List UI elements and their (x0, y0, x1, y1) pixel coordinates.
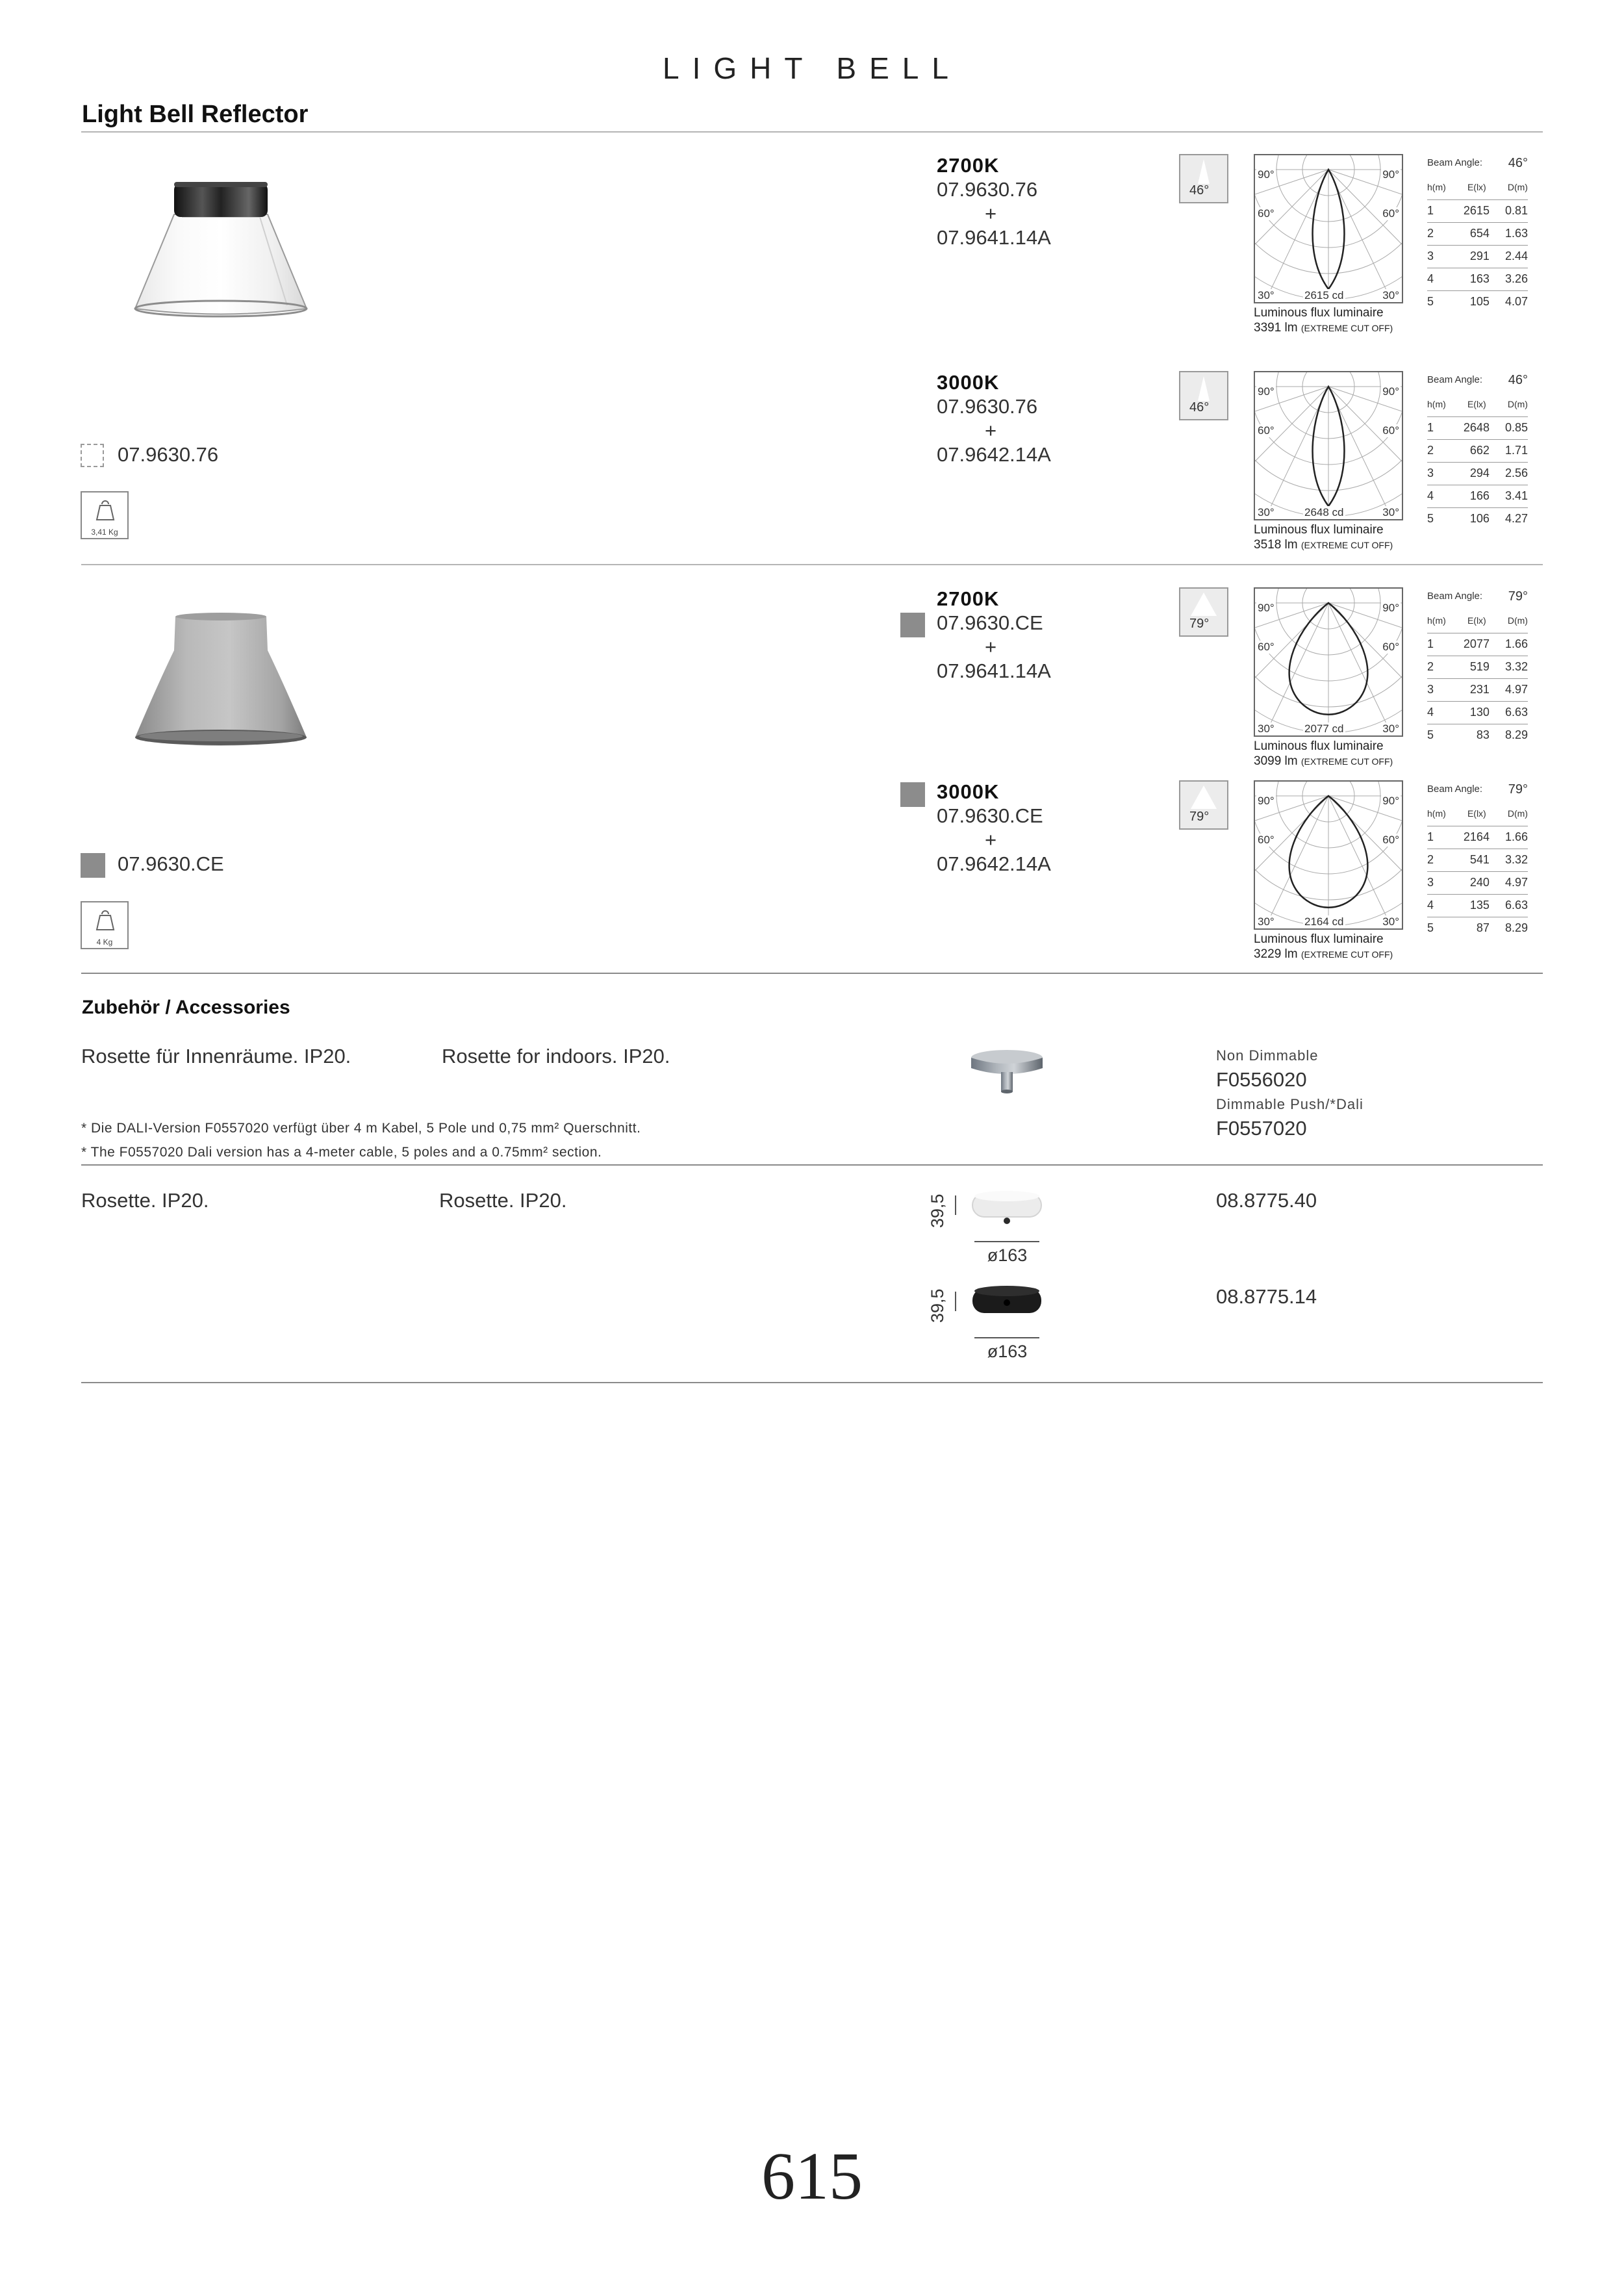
col-header: h(m) (1427, 182, 1446, 192)
beam-angle-box (1179, 371, 1228, 420)
footnote-en: * The F0557020 Dali version has a 4-meter cable, 5 poles and a 0.75mm² section. (81, 1145, 602, 1160)
polar-angle-label: 60° (1382, 834, 1399, 846)
rosette-white-image (971, 1187, 1043, 1233)
polar-angle-label: 30° (1382, 289, 1399, 301)
col-header: E(lx) (1467, 615, 1486, 626)
polar-angle-label: 30° (1258, 506, 1275, 518)
brand-title: LIGHT BELL (663, 51, 961, 85)
table-row: 3 294 2.56 (1427, 463, 1528, 485)
accessory-code: F0556020 (1216, 1068, 1307, 1091)
flux-value: 3099 lm (EXTREME CUT OFF) (1254, 754, 1393, 768)
finish-swatch-grey (900, 613, 925, 637)
flux-title: Luminous flux luminaire (1254, 932, 1384, 946)
polar-diagram (1254, 371, 1403, 520)
product-image-glass (117, 175, 325, 325)
candela-label: 2077 cd (1304, 722, 1344, 735)
beam-angle-value: 79° (1508, 782, 1528, 797)
polar-angle-label: 90° (1382, 602, 1399, 614)
flux-value: 3391 lm (EXTREME CUT OFF) (1254, 321, 1393, 335)
height-dimension: 39,5 (928, 1288, 947, 1323)
beam-angle-box (1179, 154, 1228, 203)
height-dimension: 39,5 (928, 1194, 947, 1228)
table-row: 1 2615 0.81 (1427, 200, 1528, 223)
divider (81, 973, 1543, 974)
plus-sign: + (984, 202, 997, 225)
polar-angle-label: 30° (1382, 506, 1399, 518)
accessory-desc-en: Rosette. IP20. (439, 1189, 567, 1212)
lamp-code: 07.9641.14A (937, 659, 1051, 682)
flux-title: Luminous flux luminaire (1254, 523, 1384, 537)
col-header: D(m) (1507, 615, 1528, 626)
beam-angle-label: 79° (1189, 617, 1210, 631)
polar-angle-label: 90° (1382, 795, 1399, 807)
candela-label: 2648 cd (1304, 506, 1344, 518)
beam-angle-box (1179, 587, 1228, 637)
accessory-code: 08.8775.14 (1216, 1285, 1317, 1308)
accessory-desc-de: Rosette für Innenräume. IP20. (81, 1045, 351, 1067)
color-temperature: 2700K (937, 587, 1000, 610)
page-number: 615 (761, 2139, 863, 2214)
table-row: 3 291 2.44 (1427, 246, 1528, 268)
beam-angle-value: 46° (1508, 373, 1528, 387)
flux-value: 3229 lm (EXTREME CUT OFF) (1254, 947, 1393, 961)
beam-angle-title: Beam Angle: (1427, 374, 1483, 385)
beam-table (1427, 371, 1528, 530)
beam-angle-title: Beam Angle: (1427, 157, 1483, 168)
beam-table (1427, 154, 1528, 313)
flux-title: Luminous flux luminaire (1254, 739, 1384, 753)
product-code: 07.9630.CE (118, 852, 224, 875)
plus-sign: + (984, 635, 997, 658)
polar-angle-label: 30° (1382, 915, 1399, 928)
beam-angle-value: 46° (1508, 156, 1528, 170)
polar-angle-label: 90° (1382, 168, 1399, 181)
beam-angle-label: 46° (1189, 183, 1210, 198)
beam-angle-title: Beam Angle: (1427, 591, 1483, 602)
table-row: 4 135 6.63 (1427, 895, 1528, 917)
table-row: 1 2077 1.66 (1427, 633, 1528, 656)
table-row: 2 654 1.63 (1427, 223, 1528, 246)
polar-angle-label: 60° (1382, 424, 1399, 437)
candela-label: 2164 cd (1304, 915, 1344, 928)
product-code: 07.9630.76 (118, 443, 219, 466)
col-header: h(m) (1427, 808, 1446, 819)
beam-angle-value: 79° (1508, 589, 1528, 604)
polar-angle-label: 60° (1382, 207, 1399, 220)
table-row: 5 87 8.29 (1427, 921, 1528, 934)
accessory-desc-en: Rosette for indoors. IP20. (442, 1045, 670, 1067)
divider (81, 1382, 1543, 1383)
candela-label: 2615 cd (1304, 289, 1344, 301)
divider (81, 1164, 1543, 1166)
polar-angle-label: 30° (1382, 722, 1399, 735)
color-temperature: 2700K (937, 154, 1000, 177)
reflector-code: 07.9630.CE (937, 611, 1043, 634)
table-row: 5 105 4.07 (1427, 295, 1528, 308)
table-row: 3 240 4.97 (1427, 872, 1528, 895)
lamp-code: 07.9641.14A (937, 226, 1051, 249)
col-header: D(m) (1507, 182, 1528, 192)
lamp-code: 07.9642.14A (937, 443, 1051, 466)
flux-title: Luminous flux luminaire (1254, 306, 1384, 320)
polar-angle-label: 90° (1382, 385, 1399, 398)
lamp-code: 07.9642.14A (937, 852, 1051, 875)
finish-swatch-grey (900, 782, 925, 807)
reflector-code: 07.9630.76 (937, 178, 1038, 201)
polar-angle-label: 90° (1258, 385, 1275, 398)
col-header: h(m) (1427, 399, 1446, 409)
col-header: h(m) (1427, 615, 1446, 626)
flux-value: 3518 lm (EXTREME CUT OFF) (1254, 538, 1393, 552)
table-row: 4 166 3.41 (1427, 485, 1528, 508)
weight-label: 4 Kg (96, 938, 113, 947)
dimension-line (955, 1195, 963, 1215)
table-row: 1 2648 0.85 (1427, 417, 1528, 440)
reflector-code: 07.9630.76 (937, 395, 1038, 418)
weight-box (81, 491, 129, 539)
accessory-label: Dimmable Push/*Dali (1216, 1096, 1364, 1112)
finish-swatch-grey (81, 853, 105, 878)
polar-angle-label: 90° (1258, 795, 1275, 807)
flux-note: (EXTREME CUT OFF) (1300, 949, 1393, 960)
weight-box (81, 901, 129, 949)
beam-angle-title: Beam Angle: (1427, 784, 1483, 795)
polar-angle-label: 60° (1258, 207, 1275, 220)
beam-angle-box (1179, 780, 1228, 830)
reflector-code: 07.9630.CE (937, 804, 1043, 827)
accessory-code: F0557020 (1216, 1117, 1307, 1140)
accessory-code: 08.8775.40 (1216, 1189, 1317, 1212)
polar-diagram (1254, 780, 1403, 930)
finish-swatch-clear (81, 444, 104, 467)
color-temperature: 3000K (937, 371, 1000, 394)
polar-angle-label: 30° (1258, 289, 1275, 301)
accessory-desc-de: Rosette. IP20. (81, 1189, 209, 1212)
table-row: 1 2164 1.66 (1427, 826, 1528, 849)
dimension-line (974, 1337, 1039, 1338)
product-image-concrete (117, 607, 325, 763)
col-header: D(m) (1507, 808, 1528, 819)
col-header: E(lx) (1467, 808, 1486, 819)
polar-angle-label: 60° (1258, 834, 1275, 846)
table-row: 4 130 6.63 (1427, 702, 1528, 724)
flux-note: (EXTREME CUT OFF) (1300, 323, 1393, 333)
flux-note: (EXTREME CUT OFF) (1300, 756, 1393, 767)
polar-diagram (1254, 587, 1403, 737)
plus-sign: + (984, 419, 997, 442)
table-row: 4 163 3.26 (1427, 268, 1528, 291)
beam-angle-label: 79° (1189, 810, 1210, 824)
polar-angle-label: 30° (1258, 722, 1275, 735)
accessory-label: Non Dimmable (1216, 1047, 1319, 1064)
weight-icon (94, 908, 117, 934)
table-row: 5 83 8.29 (1427, 728, 1528, 741)
polar-angle-label: 90° (1258, 168, 1275, 181)
table-row: 2 519 3.32 (1427, 656, 1528, 679)
polar-angle-label: 90° (1258, 602, 1275, 614)
diameter-label: ø163 (987, 1246, 1028, 1265)
beam-table (1427, 587, 1528, 747)
weight-label: 3,41 Kg (91, 528, 118, 537)
polar-angle-label: 60° (1382, 641, 1399, 653)
dimension-line (974, 1241, 1039, 1242)
plus-sign: + (984, 828, 997, 851)
flux-note: (EXTREME CUT OFF) (1300, 540, 1393, 550)
beam-table (1427, 780, 1528, 939)
footnote-de: * Die DALI-Version F0557020 verfügt über 4 m Kabel, 5 Pole und 0,75 mm² Querschnitt. (81, 1121, 641, 1136)
table-row: 5 106 4.27 (1427, 512, 1528, 525)
rosette-black-image (971, 1282, 1043, 1327)
polar-diagram (1254, 154, 1403, 303)
divider (81, 564, 1543, 565)
beam-angle-label: 46° (1189, 400, 1210, 415)
polar-angle-label: 60° (1258, 424, 1275, 437)
section-title: Light Bell Reflector (82, 101, 309, 128)
polar-angle-label: 60° (1258, 641, 1275, 653)
dimension-line (955, 1292, 963, 1311)
col-header: E(lx) (1467, 182, 1486, 192)
color-temperature: 3000K (937, 780, 1000, 803)
col-header: D(m) (1507, 399, 1528, 409)
rosette-metal-image (967, 1046, 1048, 1101)
polar-angle-label: 30° (1258, 915, 1275, 928)
table-row: 3 231 4.97 (1427, 679, 1528, 702)
col-header: E(lx) (1467, 399, 1486, 409)
weight-icon (94, 498, 117, 524)
accessories-title: Zubehör / Accessories (82, 997, 290, 1018)
table-row: 2 662 1.71 (1427, 440, 1528, 463)
table-row: 2 541 3.32 (1427, 849, 1528, 872)
diameter-label: ø163 (987, 1342, 1028, 1361)
divider (81, 131, 1543, 133)
